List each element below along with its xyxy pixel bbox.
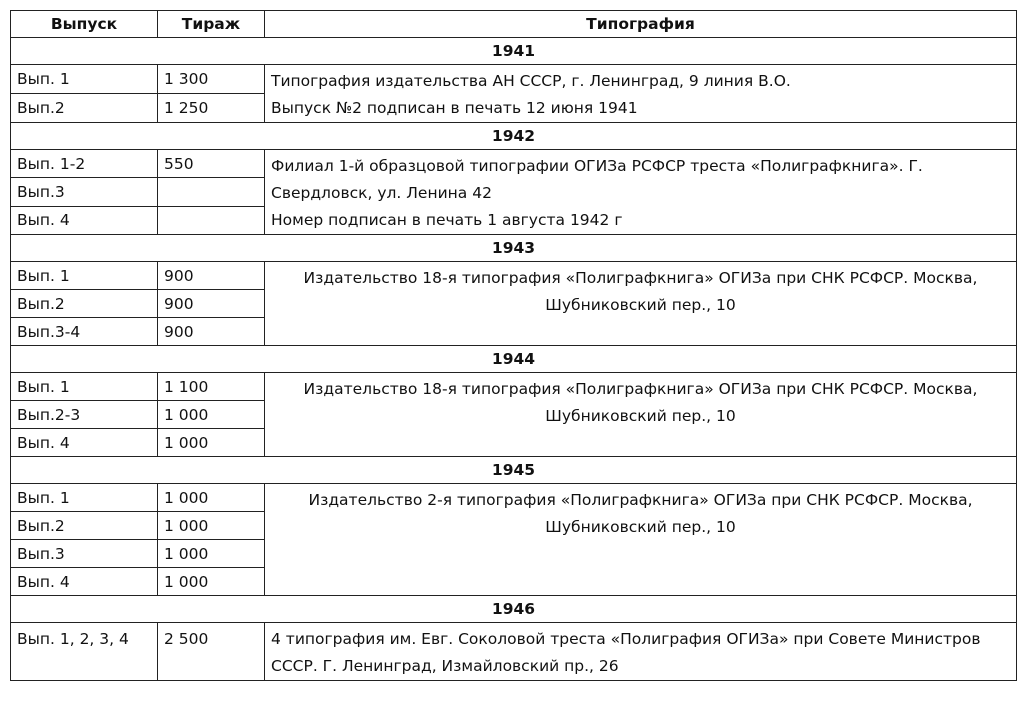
printing-cell [265, 65, 1017, 123]
circulation-cell: 2 500 [158, 623, 265, 681]
issue-cell: Вып. 4 [11, 568, 158, 596]
year-row [11, 235, 1017, 262]
year-label: 1945 [11, 457, 1017, 484]
printing-line: Издательство 2-я типография «Полиграфкнига» ОГИЗа при СНК РСФСР. Москва, [308, 491, 973, 509]
issue-cell: Вып. 1 [11, 484, 158, 512]
issue-cell: Вып.3-4 [11, 318, 158, 346]
circulation-cell: 1 000 [158, 512, 265, 540]
table-row [11, 373, 1017, 401]
printing-line: Шубниковский пер., 10 [545, 407, 736, 425]
year-label: 1944 [11, 346, 1017, 373]
year-label: 1943 [11, 235, 1017, 262]
issue-cell: Вып.3 [11, 540, 158, 568]
circulation-cell: 1 000 [158, 568, 265, 596]
printing-cell [265, 150, 1017, 235]
circulation-cell: 1 250 [158, 94, 265, 123]
circulation-cell: 1 000 [158, 401, 265, 429]
year-row [11, 596, 1017, 623]
table-row [11, 484, 1017, 512]
issue-cell: Вып. 1 [11, 65, 158, 94]
printing-cell [265, 623, 1017, 681]
circulation-cell [158, 178, 265, 206]
circulation-cell: 1 000 [158, 540, 265, 568]
circulation-cell [158, 206, 265, 234]
issue-cell: Вып. 1-2 [11, 150, 158, 178]
printing-line: Шубниковский пер., 10 [545, 518, 736, 536]
issue-cell: Вып. 4 [11, 206, 158, 234]
circulation-cell: 900 [158, 262, 265, 290]
header-issue: Выпуск [11, 11, 158, 38]
table-row [11, 150, 1017, 178]
printing-line: Свердловск, ул. Ленина 42 [271, 184, 492, 202]
printing-cell [265, 262, 1017, 346]
year-row [11, 346, 1017, 373]
header-circulation: Тираж [158, 11, 265, 38]
circulation-cell: 900 [158, 290, 265, 318]
circulation-cell: 900 [158, 318, 265, 346]
printing-line: Типография издательства АН СССР, г. Ленинград, 9 линия В.О. [271, 72, 791, 90]
table-row [11, 262, 1017, 290]
issue-cell: Вып. 4 [11, 429, 158, 457]
printing-line: Шубниковский пер., 10 [545, 296, 736, 314]
issue-cell: Вып. 1 [11, 262, 158, 290]
circulation-cell: 1 000 [158, 429, 265, 457]
printing-cell [265, 484, 1017, 596]
issue-cell: Вып.2 [11, 290, 158, 318]
header-row [11, 11, 1017, 38]
header-printing: Типография [265, 11, 1017, 38]
printing-line: Филиал 1-й образцовой типографии ОГИЗа РСФСР треста «Полиграфкнига». Г. [271, 157, 923, 175]
year-row [11, 457, 1017, 484]
circulation-cell: 1 100 [158, 373, 265, 401]
printing-line: 4 типография им. Евг. Соколовой треста «Полиграфия ОГИЗа» при Совете Министров [271, 630, 981, 648]
printing-line: Издательство 18-я типография «Полиграфкнига» ОГИЗа при СНК РСФСР. Москва, [303, 269, 978, 287]
issue-cell: Вып.2-3 [11, 401, 158, 429]
issue-cell: Вып. 1, 2, 3, 4 [11, 623, 158, 681]
table-row [11, 65, 1017, 94]
issue-cell: Вып.2 [11, 94, 158, 123]
printing-line: Издательство 18-я типография «Полиграфкнига» ОГИЗа при СНК РСФСР. Москва, [303, 380, 978, 398]
year-label: 1942 [11, 123, 1017, 150]
year-label: 1941 [11, 38, 1017, 65]
circulation-cell: 1 000 [158, 484, 265, 512]
publication-table [10, 10, 1017, 681]
year-label: 1946 [11, 596, 1017, 623]
circulation-cell: 550 [158, 150, 265, 178]
printing-line: Номер подписан в печать 1 августа 1942 г [271, 211, 623, 229]
printing-cell [265, 373, 1017, 457]
circulation-cell: 1 300 [158, 65, 265, 94]
printing-line: Выпуск №2 подписан в печать 12 июня 1941 [271, 99, 638, 117]
issue-cell: Вып.3 [11, 178, 158, 206]
issue-cell: Вып.2 [11, 512, 158, 540]
year-row [11, 123, 1017, 150]
issue-cell: Вып. 1 [11, 373, 158, 401]
printing-line: СССР. Г. Ленинград, Измайловский пр., 26 [271, 657, 619, 675]
year-row [11, 38, 1017, 65]
table-row [11, 623, 1017, 681]
